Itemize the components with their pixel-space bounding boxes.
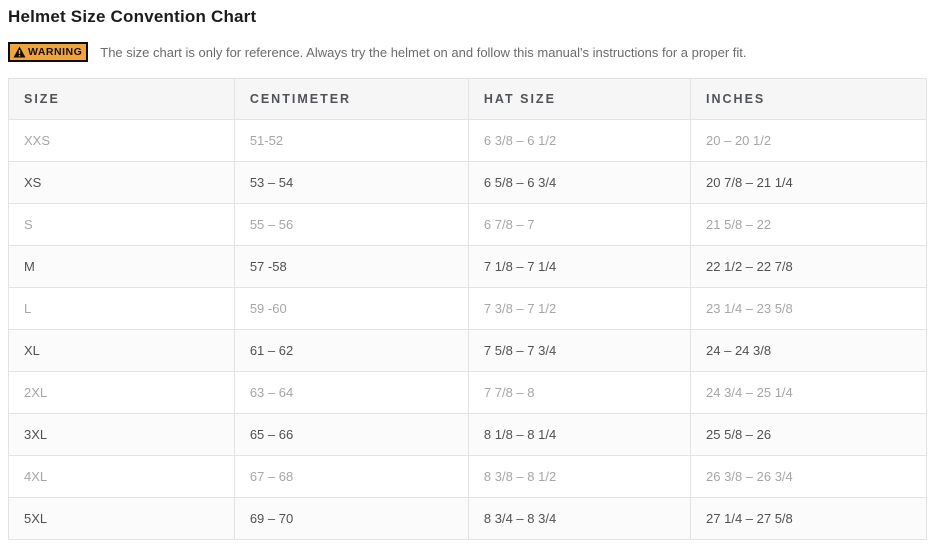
cell-hat-size: 7 1/8 – 7 1/4	[468, 246, 690, 288]
cell-size: M	[9, 246, 235, 288]
cell-inches: 22 1/2 – 22 7/8	[691, 246, 927, 288]
table-row	[9, 288, 927, 330]
column-header-inches: INCHES	[691, 79, 927, 120]
cell-hat-size: 6 7/8 – 7	[468, 204, 690, 246]
cell-size: XL	[9, 330, 235, 372]
cell-inches: 21 5/8 – 22	[691, 204, 927, 246]
cell-centimeter: 59 -60	[234, 288, 468, 330]
table-row	[9, 498, 927, 540]
cell-size: S	[9, 204, 235, 246]
warning-text: The size chart is only for reference. Always try the helmet on and follow this manual's instructions for a proper fit.	[100, 44, 747, 60]
table-row	[9, 246, 927, 288]
cell-hat-size: 6 5/8 – 6 3/4	[468, 162, 690, 204]
column-header-size: SIZE	[9, 79, 235, 120]
cell-centimeter: 53 – 54	[234, 162, 468, 204]
cell-inches: 20 – 20 1/2	[691, 120, 927, 162]
cell-centimeter: 67 – 68	[234, 456, 468, 498]
cell-centimeter: 63 – 64	[234, 372, 468, 414]
cell-inches: 24 3/4 – 25 1/4	[691, 372, 927, 414]
warning-badge-label: WARNING	[28, 46, 83, 58]
table-header	[9, 79, 927, 120]
cell-centimeter: 69 – 70	[234, 498, 468, 540]
cell-centimeter: 65 – 66	[234, 414, 468, 456]
cell-inches: 24 – 24 3/8	[691, 330, 927, 372]
cell-size: 5XL	[9, 498, 235, 540]
table-row	[9, 372, 927, 414]
cell-inches: 27 1/4 – 27 5/8	[691, 498, 927, 540]
cell-hat-size: 8 3/8 – 8 1/2	[468, 456, 690, 498]
cell-hat-size: 8 1/8 – 8 1/4	[468, 414, 690, 456]
cell-size: 2XL	[9, 372, 235, 414]
warning-line	[8, 42, 927, 62]
cell-centimeter: 61 – 62	[234, 330, 468, 372]
cell-hat-size: 7 3/8 – 7 1/2	[468, 288, 690, 330]
cell-hat-size: 6 3/8 – 6 1/2	[468, 120, 690, 162]
cell-inches: 26 3/8 – 26 3/4	[691, 456, 927, 498]
column-header-centimeter: CENTIMETER	[234, 79, 468, 120]
table-row	[9, 456, 927, 498]
cell-hat-size: 7 7/8 – 8	[468, 372, 690, 414]
warning-triangle-icon	[13, 46, 26, 58]
header-row	[9, 79, 927, 120]
table-row	[9, 330, 927, 372]
table-row	[9, 120, 927, 162]
cell-size: 4XL	[9, 456, 235, 498]
cell-inches: 25 5/8 – 26	[691, 414, 927, 456]
cell-centimeter: 57 -58	[234, 246, 468, 288]
table-row	[9, 414, 927, 456]
page-title: Helmet Size Convention Chart	[8, 7, 257, 26]
size-chart-table	[8, 78, 927, 540]
cell-size: 3XL	[9, 414, 235, 456]
cell-centimeter: 55 – 56	[234, 204, 468, 246]
column-header-hat-size: HAT SIZE	[468, 79, 690, 120]
cell-inches: 23 1/4 – 23 5/8	[691, 288, 927, 330]
cell-centimeter: 51-52	[234, 120, 468, 162]
cell-inches: 20 7/8 – 21 1/4	[691, 162, 927, 204]
cell-size: XXS	[9, 120, 235, 162]
size-chart-body	[9, 120, 927, 540]
warning-badge	[8, 42, 88, 62]
table-row	[9, 162, 927, 204]
cell-size: XS	[9, 162, 235, 204]
cell-size: L	[9, 288, 235, 330]
cell-hat-size: 8 3/4 – 8 3/4	[468, 498, 690, 540]
cell-hat-size: 7 5/8 – 7 3/4	[468, 330, 690, 372]
table-row	[9, 204, 927, 246]
